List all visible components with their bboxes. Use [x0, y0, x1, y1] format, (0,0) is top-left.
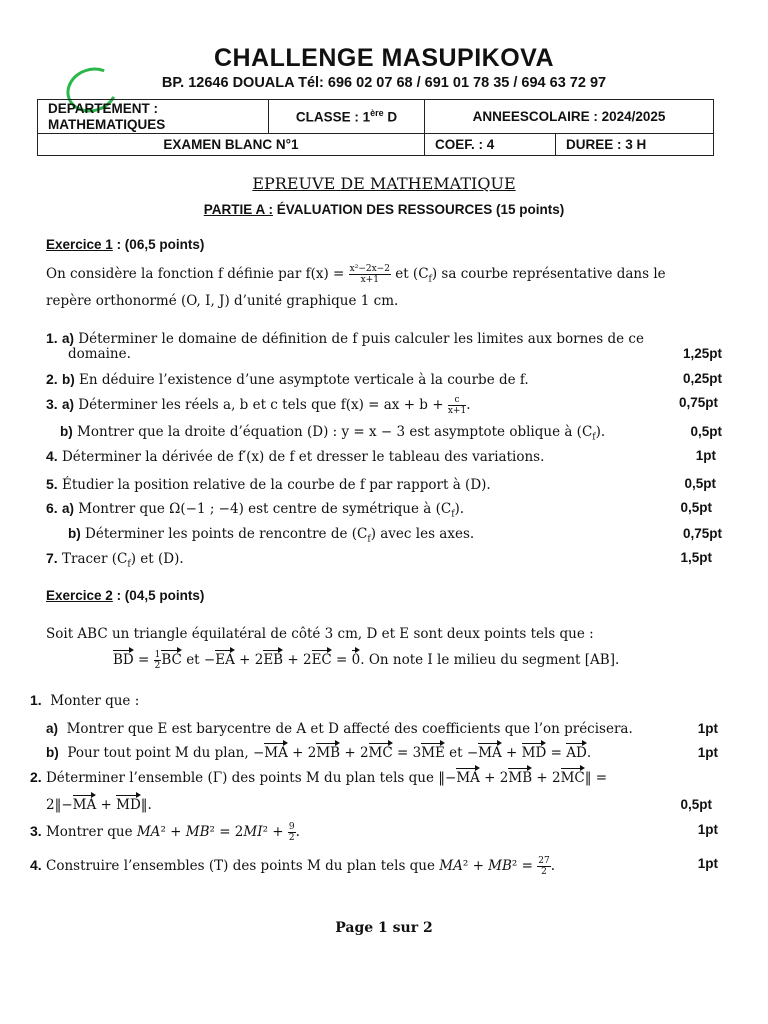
coef-cell: COEF. : 4: [425, 134, 556, 156]
departement-cell: DEPARTEMENT : MATHEMATIQUES: [38, 100, 269, 134]
ex1-intro-line1: On considère la fonction f définie par f(x) = $\frac{\text{x²−2x−2}}{x+1}$ et $(C_f)$ sa courbe représentative dans le: [46, 264, 666, 285]
ex2-q2: 2. Déterminer l’ensemble (Γ) des points M du plan tels que ‖−MA + 2MB + 2MC‖ =: [30, 769, 608, 786]
ex1-q7-points: 1,5pt: [680, 550, 712, 565]
ex1-q1-text-a: Déterminer le domaine de définition de f puis calculer les limites aux bornes de ce: [78, 331, 644, 347]
ex1-q6a: 6. a) Montrer que Ω(−1 ; −4) est centre de symétrique à $(C_f)$.: [46, 500, 465, 520]
ex2-q3-points: 1pt: [697, 822, 718, 837]
ex2-q4-points: 1pt: [697, 856, 718, 871]
partie-text: ÉVALUATION DES RESSOURCES (15 points): [272, 202, 565, 217]
ex1-q3a-den: x+1: [447, 406, 467, 416]
ex1-q7-end: ) et (D).: [130, 551, 184, 567]
exercise-1-heading: [46, 237, 204, 252]
ex1-q6b: b) Déterminer les points de rencontre de $(C_f)$ avec les axes.: [68, 526, 475, 545]
ex1-frac-num: x²−2x−2: [349, 264, 390, 274]
ex2-q3-text: Montrer que: [45, 824, 137, 840]
ex1-q3a-fraction: [448, 395, 466, 416]
ex1-points: : (06,5 points): [112, 237, 205, 252]
ex1-q5-points: 0,5pt: [684, 476, 716, 491]
epreuve-title: EPREUVE DE MATHEMATIQUE: [252, 174, 516, 193]
ex2-q1: 1. Monter que :: [30, 692, 140, 709]
ex1-q2-points: 0,25pt: [682, 371, 722, 386]
ex1-q1: 1. a) Déterminer le domaine de définition de f puis calculer les limites aux bornes de ce: [46, 330, 644, 347]
ex2-q2-line2: 2‖−MA + MD‖.: [46, 797, 152, 813]
classe-cell: [269, 100, 425, 134]
ex2-q1b: b) Pour tout point M du plan, −MA + 2MB + 2MC = 3ME et −MA + MD = AD.: [46, 745, 592, 761]
ex2-points: : (04,5 points): [112, 588, 205, 603]
ex1-q6b-text: Déterminer les points de rencontre de (C: [85, 526, 368, 542]
ex2-q3: 3. Montrer que MA² + MB² = 2MI² + $\frac{9}{2}$ .: [30, 822, 300, 843]
ex2-q1b-text: Pour tout point M du plan,: [67, 745, 253, 761]
ex2-q1-text: Monter que :: [50, 693, 140, 709]
ex1-q2: 2. b) En déduire l’existence d’une asymptote verticale à la courbe de f.: [46, 371, 529, 388]
ex1-title: Exercice 1: [46, 237, 113, 252]
ex2-q1b-points: 1pt: [697, 745, 718, 760]
ex1-q3a-points: 0,75pt: [678, 395, 718, 410]
ex1-q3a: 3. a) Déterminer les réels a, b et c tels que f(x) = ax + b + $\frac{c}{x+1}$ .: [46, 395, 471, 416]
contact-line: BP. 12646 DOUALA Tél: 696 02 07 68 / 691 01 78 35 / 694 63 72 97: [161, 75, 607, 91]
ex1-q3a-text: Déterminer les réels a, b et c tels que f(x) = ax + b +: [78, 397, 448, 413]
ex2-q4-text: Construire l’ensembles (T) des points M du plan tels que: [45, 858, 440, 874]
ex2-intro-line2: BD = $\frac{1}{2}$ BC et −EA + 2EB + 2EC = 0. On note I le milieu du segment [AB].: [113, 650, 620, 671]
ex2-intro-line1: Soit ABC un triangle équilatéral de côté 3 cm, D et E sont deux points tels que :: [46, 626, 594, 642]
ex1-q7: 7. Tracer $(C_f)$ et (D).: [46, 550, 184, 570]
ex2-q2-text: Déterminer l’ensemble (Γ) des points M du plan tels que: [45, 770, 439, 786]
ex1-q6b-points: 0,75pt: [682, 526, 722, 541]
ex1-q5-text: Étudier la position relative de la courbe de f par rapport à (D).: [61, 477, 491, 493]
ex2-title: Exercice 2: [46, 588, 113, 603]
school-title: CHALLENGE MASUPIKOVA: [213, 44, 555, 72]
ex2-q2-points: 0,5pt: [680, 797, 712, 812]
ex1-q7-text: Tracer (C: [61, 551, 128, 567]
ex1-intro-a: On considère la fonction f définie par f(x) =: [46, 266, 349, 282]
classe-sup: ère: [370, 108, 384, 119]
ex1-q3a-num: c: [448, 395, 466, 406]
ex1-q3b-text: Montrer que la droite d’équation (D) : y = x − 3 est asymptote oblique à (C: [77, 424, 593, 440]
ex2-q1a: a) Montrer que E est barycentre de A et D affecté des coefficients que l’on précisera.: [46, 721, 633, 737]
duree-cell: DUREE : 3 H: [556, 134, 714, 156]
ex1-q4-text: Déterminer la dérivée de f′(x) de f et dresser le tableau des variations.: [61, 449, 545, 465]
ex1-q5: 5. Étudier la position relative de la courbe de f par rapport à (D).: [46, 476, 491, 493]
classe-suffix: D: [383, 109, 398, 125]
ex1-q6b-end: ) avec les axes.: [370, 526, 475, 542]
ex1-q4-points: 1pt: [695, 448, 716, 463]
exercise-2-heading: [46, 588, 204, 603]
page-footer: Page 1 sur 2: [335, 920, 433, 936]
ex1-q3b-points: 0,5pt: [690, 424, 722, 439]
ex1-q1-line2: domaine.: [68, 346, 131, 362]
ex1-frac-den: x+1: [360, 275, 379, 285]
exam-header-table: [37, 99, 714, 156]
ex1-fraction: [349, 264, 391, 285]
classe-prefix: CLASSE : 1: [295, 109, 371, 125]
ex1-intro-line2: repère orthonormé (O, I, J) d’unité graphique 1 cm.: [46, 293, 399, 309]
ex1-intro-b: et (C: [390, 266, 429, 282]
ex2-q1a-points: 1pt: [697, 721, 718, 736]
ex2-q4: 4. Construire l’ensembles (T) des points M du plan tels que MA² + MB² = $\frac{27}{2}$ .: [30, 856, 555, 877]
ex1-q2-text: En déduire l’existence d’une asymptote verticale à la courbe de f.: [79, 372, 529, 388]
ex1-q1-points: 1,25pt: [682, 346, 722, 361]
ex1-q6a-text: Montrer que Ω(−1 ; −4) est centre de symétrique à (C: [78, 501, 452, 517]
ex1-q6a-points: 0,5pt: [680, 500, 712, 515]
ex1-q3b: b) Montrer que la droite d’équation (D) : y = x − 3 est asymptote oblique à $(C_f)$.: [60, 424, 606, 443]
annee-cell: ANNEESCOLAIRE : 2024/2025: [425, 100, 714, 134]
ex1-intro-c: ) sa courbe représentative dans le: [431, 266, 666, 282]
ex2-q1a-text: Montrer que E est barycentre de A et D affecté des coefficients que l’on précisera.: [66, 721, 633, 737]
examen-cell: EXAMEN BLANC N°1: [38, 134, 425, 156]
ex1-q4: 4. Déterminer la dérivée de f′(x) de f et dresser le tableau des variations.: [46, 448, 545, 465]
partie-title: [0, 202, 768, 217]
ex2-intro-end: . On note I le milieu du segment [AB].: [360, 652, 620, 668]
partie-label: PARTIE A :: [203, 202, 273, 217]
